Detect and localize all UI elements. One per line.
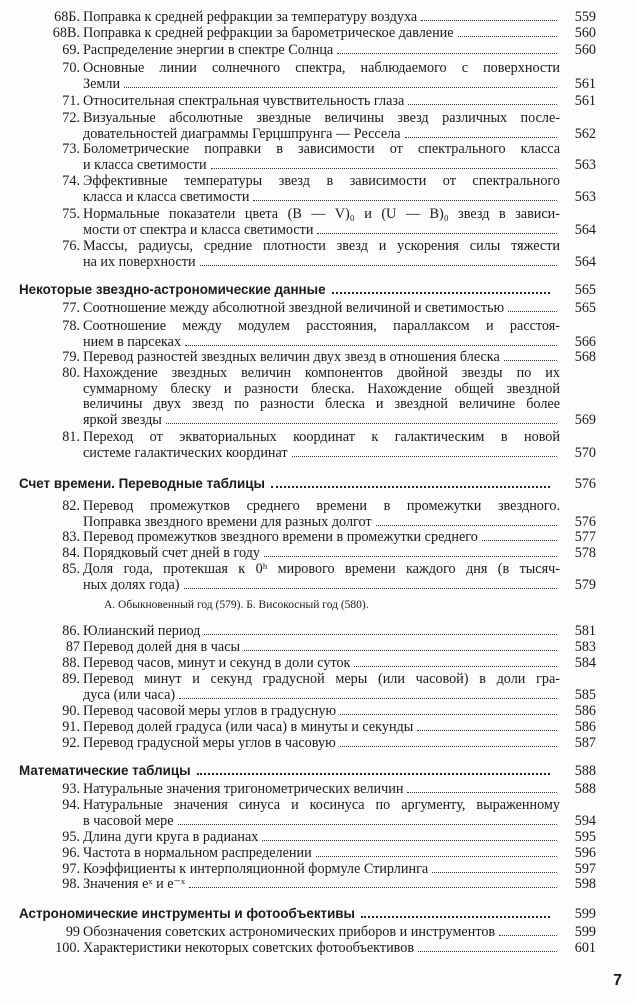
entry-title-line-last [83,925,560,941]
entry-page-number: 560 [574,42,596,58]
dot-leader [405,137,557,138]
entry-title-text: Соотношение между абсолютной звездной величиной и светимостью [83,301,505,316]
entry-title-text: Поправка звездного времени для разных долгот [83,514,372,530]
section-title: Счет времени. Переводные таблицы [19,476,265,491]
entry-page-number: 581 [574,623,596,639]
entry-title-text: Коэффициенты к интерполяционной формуле Стирлинга [83,862,429,877]
entry-page-number: 562 [574,125,596,142]
dot-leader [508,311,557,312]
entry-title-text: в часовой мере [83,813,174,829]
entry-page-number: 578 [574,545,596,561]
dot-leader [211,168,557,169]
entry-title-text: Порядковый счет дней в году [83,546,260,561]
dot-leader [124,87,557,88]
entry-page-number: 584 [574,655,596,671]
entry-title-line-last [83,941,560,957]
entry-title-line: Визуальные абсолютные звездные величины звезд различных после- [83,111,560,126]
entry-page-number: 576 [574,513,596,530]
entry-title-text: и класса светимости [83,157,207,173]
entry-title-text: Перевод разностей звездных величин двух звезд в отношения блеска [83,350,500,365]
entry-page-number: 561 [574,75,596,92]
section-heading[interactable] [19,906,596,922]
entry-title-line-last [83,43,560,59]
dot-leader [354,666,557,667]
entry-number: 85. [62,561,80,577]
entry-title-line-last [83,530,560,546]
toc-entry[interactable] [20,720,596,736]
entry-number: 80. [62,365,80,381]
toc-entry[interactable] [20,430,596,461]
dot-leader [166,423,557,424]
entry-title-text: Длина дуги круга в радианах [83,830,259,845]
entry-title-text: Земли [83,76,121,92]
entry-page-number: 586 [574,703,596,719]
entry-page-number: 569 [574,411,596,428]
entry-title-line-last [83,26,560,42]
section-title: Математические таблицы [19,763,191,778]
subentry-note: А. Обыкновенный год (579). Б. Високосный год (580). [104,599,369,611]
entry-title-line: Перевод промежутков среднего времени в промежутки звездного. [83,499,560,514]
section-title: Астрономические инструменты и фотообъективы [19,906,355,921]
entry-title-text: мости от спектра и класса светимости [83,222,314,238]
dot-leader [271,486,550,488]
entry-page-number: 560 [574,25,596,41]
entry-title-text: нием в парсеках [83,334,182,350]
entry-title-text: Перевод часовой меры углов в градусную [83,704,337,719]
dot-leader [337,53,557,54]
entry-title-line: Нормальные показатели цвета (B — V)₀ и (U — B)₀ звезд в зависи- [83,207,560,222]
toc-entry[interactable] [20,319,596,350]
entry-title-line-last [83,515,560,531]
entry-title-text: Перевод долей градуса (или часа) в минуты и секунды [83,720,414,735]
entry-number: 83. [62,529,80,545]
entry-title-line: суммарному блеску и разности блеска. Нахождение общей звездной [83,381,560,397]
entry-page-number: 597 [574,861,596,877]
entry-number: 89. [62,671,80,687]
entry-number: 99 [65,924,80,940]
entry-title-line: Массы, радиусы, средние плотности звезд и ускорения силы тяжести [83,239,560,254]
entry-title-line: Переход от экваториальных координат к галактическим в новой [83,430,560,445]
entry-title-text: системе галактических координат [83,445,288,461]
entry-page-number: 598 [574,876,596,892]
entry-title-text: Перевод долей дня в часы [83,640,241,655]
entry-title-text: Распределение энергии в спектре Солнца [83,43,334,58]
entry-page-number: 564 [574,221,596,238]
entry-title-line-last [83,877,560,893]
entry-page-number: 596 [574,845,596,861]
entry-title-line-last [83,624,560,640]
dot-leader [407,792,557,793]
entry-page-number: 570 [574,444,596,461]
entry-number: 79. [62,349,80,365]
entry-title-text: Частота в нормальном распределении [83,846,312,861]
entry-title-line-last [83,782,560,798]
dot-leader [499,935,557,936]
dot-leader [185,345,557,346]
entry-title-text: на их поверхности [83,254,196,270]
entry-number: 90. [62,703,80,719]
toc-entry[interactable] [20,239,596,270]
entry-page-number: 568 [574,349,596,365]
entry-page-number: 561 [574,93,596,109]
entry-number: 87 [65,639,80,655]
entry-title-text: Перевод промежутков звездного времени в промежутки среднего [83,530,478,545]
entry-title-line-last [83,830,560,846]
entry-number: 81. [62,429,80,445]
dot-leader [340,714,557,715]
entry-page-number: 588 [574,781,596,797]
entry-title-line-last [83,190,560,206]
toc-entry[interactable] [20,350,596,366]
entry-title-text: Значения eˣ и e⁻ˣ [83,877,186,892]
toc-entry[interactable] [20,43,596,59]
entry-title-text: Относительная спектральная чувствительность глаза [83,94,405,109]
toc-entry[interactable] [20,941,596,957]
entry-title-line-last [83,301,560,317]
toc-entry[interactable] [20,782,596,798]
page-number: 7 [613,972,622,989]
entry-title-line-last [83,704,560,720]
entry-title-line: величины двух звезд по разности блеска и звездной величине более [83,397,560,412]
entry-number: 97. [62,861,80,877]
entry-title-text: дуса (или часа) [83,687,176,703]
entry-number: 73. [62,141,80,157]
entry-page-number: 585 [574,686,596,703]
dot-leader [408,104,557,105]
entry-number: 92. [62,735,80,751]
toc-entry[interactable] [20,111,596,142]
entry-title-line: Соотношение между модулем расстояния, параллаксом и расстоя- [83,319,560,334]
entry-page-number: 566 [574,333,596,350]
entry-page-number: 579 [574,576,596,593]
entry-number: 94. [62,797,80,813]
entry-title-line-last [83,255,560,271]
entry-title-line-last [83,720,560,736]
dot-leader [504,360,557,361]
entry-number: 77. [62,300,80,316]
entry-page-number: 565 [574,300,596,316]
dot-leader [432,872,557,873]
entry-title-line-last [83,814,560,830]
dot-leader [316,856,557,857]
toc-entry[interactable] [20,26,596,42]
section-page-number: 588 [574,763,596,779]
entry-title-line-last [83,546,560,562]
entry-page-number: 599 [574,924,596,940]
toc-entry[interactable] [20,862,596,878]
dot-leader [361,916,550,918]
toc-entry[interactable] [20,672,596,703]
entry-number: 72. [62,110,80,126]
entry-title-line-last [83,335,560,351]
section-heading[interactable] [19,282,596,298]
entry-title-line: Основные линии солнечного спектра, наблюдаемого с поверхности [83,61,560,76]
entry-title-line-last [83,10,560,26]
entry-number: 68Б. [54,9,80,25]
entry-page-number: 594 [574,812,596,829]
entry-title-line-last [83,77,560,93]
entry-title-line: Натуральные значения синуса и косинуса по аргументу, выраженному [83,798,560,813]
entry-number: 86. [62,623,80,639]
entry-title-line-last [83,94,560,110]
entry-number: 75. [62,206,80,222]
dot-leader [204,634,557,635]
toc-entry[interactable] [20,736,596,752]
dot-leader [317,233,557,234]
toc-entry[interactable] [20,142,596,173]
entry-title-text: Юлианский период [83,624,201,639]
toc-entry[interactable] [20,366,596,428]
entry-title-text: класса и класса светимости [83,189,250,205]
section-heading[interactable] [19,476,596,492]
dot-leader [482,540,557,541]
entry-title-line-last [83,223,560,239]
entry-page-number: 583 [574,639,596,655]
entry-title-line: Нахождение звездных величин компонентов двойной звезды по их [83,366,560,381]
toc-entry[interactable] [20,499,596,530]
entry-title-text: Характеристики некоторых советских фотообъективов [83,941,415,956]
entry-title-text: Перевод часов, минут и секунд в доли суток [83,656,351,671]
entry-page-number: 595 [574,829,596,845]
entry-page-number: 559 [574,9,596,25]
entry-title-text: ных долях года) [83,577,180,593]
dot-leader [253,200,557,201]
dot-leader [332,292,550,294]
entry-number: 100. [55,940,80,956]
dot-leader [178,824,557,825]
toc-entry[interactable] [20,94,596,110]
dot-leader [264,556,557,557]
entry-number: 78. [62,318,80,334]
toc-entry[interactable] [20,624,596,640]
toc-entry[interactable] [20,704,596,720]
dot-leader [200,265,557,266]
entry-title-line-last [83,350,560,366]
entry-page-number: 563 [574,156,596,173]
entry-number: 70. [62,60,80,76]
section-page-number: 599 [574,906,596,922]
entry-number: 84. [62,545,80,561]
entry-number: 71. [62,93,80,109]
toc-entry[interactable] [20,656,596,672]
section-page-number: 565 [574,282,596,298]
entry-title-line: Доля года, протекшая к 0ʰ мирового времени каждого дня (в тысяч- [83,562,560,577]
dot-leader [179,698,557,699]
section-page-number: 576 [574,476,596,492]
entry-title-line-last [83,862,560,878]
entry-number: 98. [62,876,80,892]
entry-title-line-last [83,656,560,672]
toc-entry[interactable] [20,562,596,593]
entry-title-text: Перевод градусной меры углов в часовую [83,736,336,751]
dot-leader [197,773,550,775]
dot-leader [292,456,557,457]
toc-entry[interactable] [20,640,596,656]
toc-entry[interactable] [20,207,596,238]
entry-page-number: 586 [574,719,596,735]
toc-entry[interactable] [20,798,596,829]
dot-leader [458,36,557,37]
entry-page-number: 564 [574,253,596,270]
entry-page-number: 563 [574,188,596,205]
toc-entry[interactable] [20,174,596,205]
entry-title-line-last [83,688,560,704]
dot-leader [418,951,557,952]
entry-number: 76. [62,238,80,254]
entry-title-text: Поправка к средней рефракции за температуру воздуха [83,10,418,25]
section-title: Некоторые звездно-астрономические данные [19,282,326,297]
entry-title-line: Эффективные температуры звезд в зависимости от спектрального [83,174,560,189]
entry-title-line-last [83,846,560,862]
entry-page-number: 577 [574,529,596,545]
entry-title-text: Натуральные значения тригонометрических величин [83,782,404,797]
dot-leader [340,746,557,747]
dot-leader [417,730,557,731]
entry-title-text: довательностей диаграммы Герцшпрунга — Рессела [83,126,401,142]
dot-leader [376,525,557,526]
section-heading[interactable] [19,763,596,779]
dot-leader [262,840,557,841]
entry-title-line: Болометрические поправки в зависимости от спектрального класса [83,142,560,157]
entry-page-number: 601 [574,940,596,956]
toc-entry[interactable] [20,846,596,862]
entry-title-text: Обозначения советских астрономических приборов и инструментов [83,925,496,940]
toc-entry[interactable] [20,530,596,546]
entry-title-line: Перевод минут и секунд градусной меры (или часовой) в доли гра- [83,672,560,687]
entry-title-text: яркой звезды [83,412,162,428]
dot-leader [421,20,557,21]
entry-number: 74. [62,173,80,189]
entry-title-line-last [83,736,560,752]
toc-entry[interactable] [20,61,596,92]
entry-number: 91. [62,719,80,735]
entry-number: 68В. [52,25,80,41]
toc-entry[interactable] [20,10,596,26]
entry-number: 96. [62,845,80,861]
entry-title-line-last [83,127,560,143]
dot-leader [189,887,557,888]
entry-page-number: 587 [574,735,596,751]
entry-number: 93. [62,781,80,797]
entry-number: 95. [62,829,80,845]
entry-title-text: Поправка к средней рефракции за барометрическое давление [83,26,454,41]
entry-title-line-last [83,158,560,174]
entry-title-line-last [83,413,560,429]
entry-number: 69. [62,42,80,58]
entry-title-line-last [83,446,560,462]
toc-entry[interactable] [20,546,596,562]
entry-number: 88. [62,655,80,671]
entry-title-line-last [83,640,560,656]
toc-entry[interactable] [20,925,596,941]
toc-entry[interactable] [20,877,596,893]
toc-entry[interactable] [20,830,596,846]
toc-entry[interactable] [20,301,596,317]
entry-number: 82. [62,498,80,514]
dot-leader [244,650,557,651]
dot-leader [184,588,557,589]
entry-title-line-last [83,578,560,594]
